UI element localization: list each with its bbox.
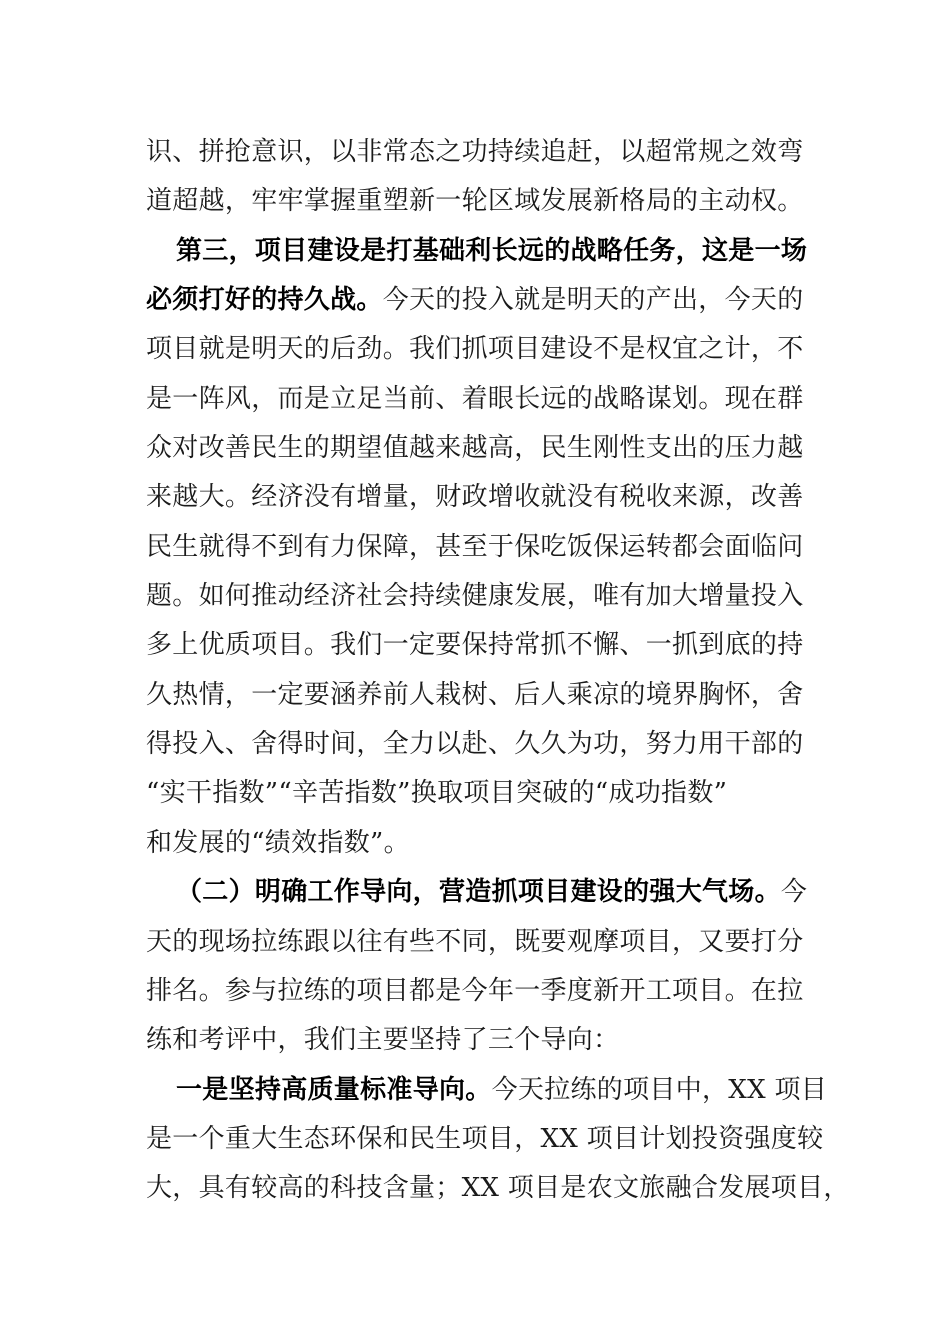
- bold-heading-text: 一是坚持高质量标准导向。: [176, 1074, 492, 1105]
- bold-heading-text: 必须打好的持久战。: [146, 285, 383, 316]
- bold-heading-text: （二）明确工作导向，营造抓项目建设的强大气场。: [176, 877, 781, 908]
- text-line: 民生就得不到有力保障，甚至于保吃饭保运转都会面临问: [146, 531, 804, 562]
- text-line: 天的现场拉练跟以往有些不同，既要观摩项目，又要打分: [146, 926, 804, 957]
- body-text: 今天拉练的项目中，XX 项目: [491, 1074, 828, 1105]
- text-line: [146, 1066, 826, 1115]
- paragraph-1: [146, 128, 826, 227]
- text-line: 得投入、舍得时间，全力以赴、久久为功，努力用干部的: [146, 729, 804, 760]
- text-line: 道超越，牢牢掌握重塑新一轮区域发展新格局的主动权。: [146, 186, 804, 217]
- text-line: 来越大。经济没有增量，财政增收就没有税收来源，改善: [146, 482, 804, 513]
- text-line: 和发展的“绩效指数”。: [146, 827, 410, 858]
- paragraph-3: [146, 868, 826, 1065]
- text-line: 是一个重大生态环保和民生项目，XX 项目计划投资强度较: [146, 1123, 824, 1154]
- text-line: 多上优质项目。我们一定要保持常抓不懈、一抓到底的持: [146, 630, 804, 661]
- text-line: [146, 227, 826, 276]
- bold-heading-text: 第三，项目建设是打基础利长远的战略任务，这是一场: [176, 235, 808, 266]
- text-line: 是一阵风，而是立足当前、着眼长远的战略谋划。现在群: [146, 383, 804, 414]
- text-line: “实干指数”“辛苦指数”换取项目突破的“成功指数”: [146, 778, 728, 809]
- text-line: 排名。参与拉练的项目都是今年一季度新开工项目。在拉: [146, 975, 804, 1006]
- body-text: 今: [780, 877, 808, 908]
- text-line: [146, 868, 826, 917]
- paragraph-2: [146, 227, 826, 868]
- text-line: 久热情，一定要涵养前人栽树、后人乘凉的境界胸怀，舍: [146, 679, 804, 710]
- text-line: [146, 276, 826, 325]
- text-line: 识、拼抢意识，以非常态之功持续追赶，以超常规之效弯: [146, 137, 804, 167]
- text-line: 项目就是明天的后劲。我们抓项目建设不是权宜之计，不: [146, 334, 804, 365]
- text-line: 练和考评中，我们主要坚持了三个导向：: [146, 1025, 620, 1056]
- text-line: 众对改善民生的期望值越来越高，民生刚性支出的压力越: [146, 433, 804, 464]
- document-body: [146, 128, 850, 1214]
- body-text: 今天的投入就是明天的产出，今天的: [382, 285, 804, 316]
- text-line: 大，具有较高的科技含量；XX 项目是农文旅融合发展项目，: [146, 1173, 850, 1204]
- paragraph-4: [146, 1066, 850, 1214]
- text-line: 题。如何推动经济社会持续健康发展，唯有加大增量投入: [146, 581, 804, 612]
